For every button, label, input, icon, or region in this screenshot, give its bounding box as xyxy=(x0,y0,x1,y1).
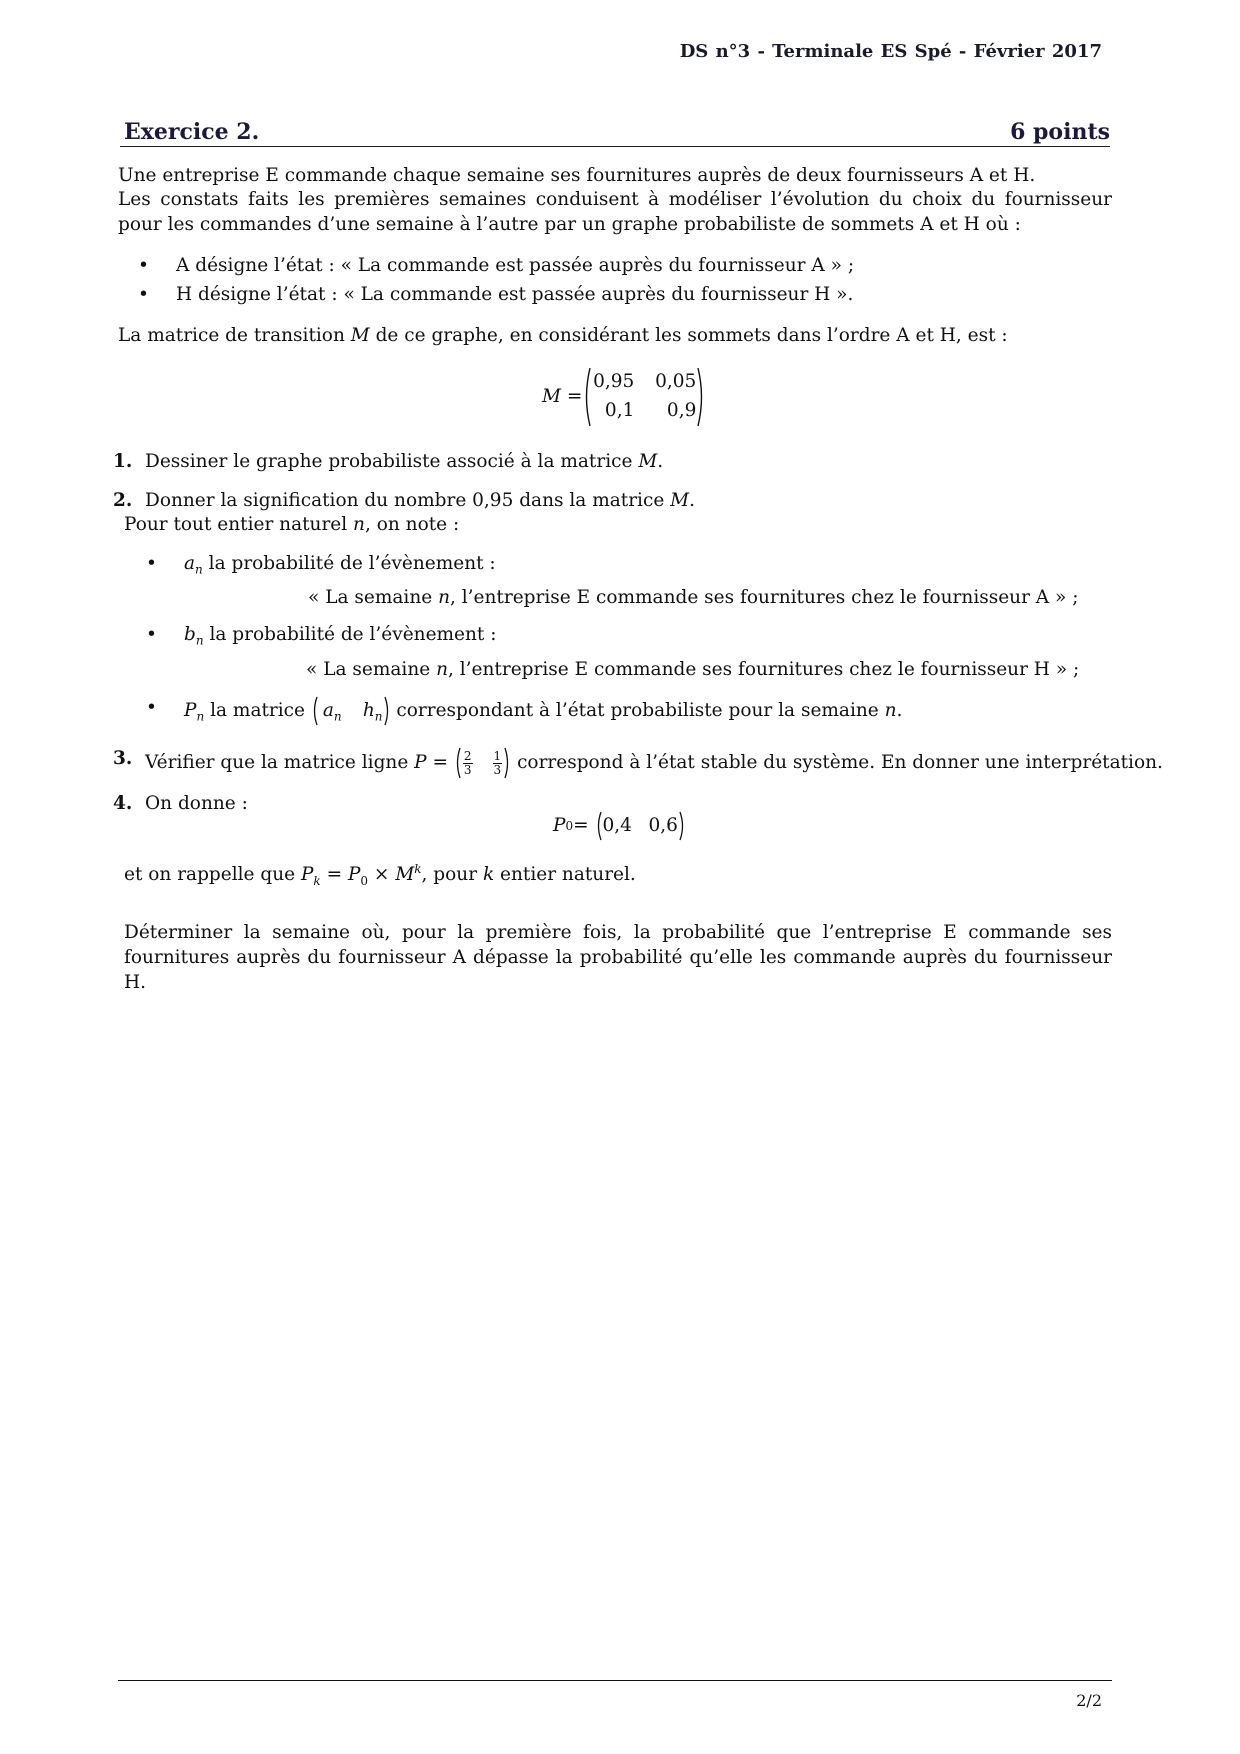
matrix-cell-11: 0,95 xyxy=(593,371,635,393)
state-h-item xyxy=(138,283,1076,308)
exercise-title: Exercice 2. xyxy=(124,119,260,145)
question-number: 2. xyxy=(113,490,133,511)
intro-line-1: Une entreprise E commande chaque semaine ses fournitures auprès de deux fournisseurs A et H. xyxy=(118,165,1036,186)
intro-line-2: Les constats faits les premières semaines conduisent à modéliser l’évolution du choix du fournisseur pour les commandes d’une semaine à l’autre par un graphe probabiliste de sommets A et H où : xyxy=(118,189,1112,235)
fraction-two-thirds: $\frac{2}{3}$ xyxy=(463,748,472,777)
footer-divider xyxy=(118,1680,1112,1681)
matrix-cell-22: 0,9 xyxy=(666,400,697,421)
p0-value-2: 0,6 xyxy=(648,814,678,836)
state-a-item xyxy=(138,254,1076,279)
question-4-final: Déterminer la semaine où, pour la première fois, la probabilité que l’entreprise E commande ses fournitures auprès du fournisseur A dépasse la probabilité qu’elle les commande auprès du fournisseur H. xyxy=(124,922,1112,993)
fraction-one-third: $\frac{1}{3}$ xyxy=(493,748,502,777)
question-number: 1. xyxy=(113,451,133,472)
bullet-icon: • xyxy=(146,553,157,574)
matrix-lhs: M = xyxy=(542,385,583,407)
an-event: « La semaine n, l’entreprise E commande ses fournitures chez le fournisseur A » ; xyxy=(308,587,1079,608)
an-item: • $a_n$ la probabilité de l’évènement : xyxy=(146,553,496,577)
question-number: 3. xyxy=(113,748,133,769)
matrix-cell-12: 0,05 xyxy=(655,371,697,393)
matrix-body xyxy=(592,370,696,424)
transition-matrix xyxy=(542,366,706,428)
bullet-icon: • xyxy=(138,284,149,305)
bn-item: • $b_n$ la probabilité de l’évènement : xyxy=(146,624,497,648)
p0-definition: P 0 = 0,4 0,6 xyxy=(553,811,686,841)
bn-event: « La semaine n, l’entreprise E commande ses fournitures chez le fournisseur H » ; xyxy=(306,659,1080,680)
bullet-icon: • xyxy=(138,255,149,276)
right-paren-icon xyxy=(383,696,391,726)
page-number: 2/2 xyxy=(1076,1691,1102,1710)
left-paren-icon xyxy=(582,366,592,428)
question-2-note: Pour tout entier naturel n, on note : xyxy=(124,514,460,535)
p0-value-1: 0,4 xyxy=(602,814,632,836)
page-header: DS n°3 - Terminale ES Spé - Février 2017 xyxy=(679,41,1102,62)
state-h-text: H désigne l’état : « La commande est passée auprès du fournisseur H ». xyxy=(176,284,854,305)
left-paren-icon xyxy=(311,696,319,726)
right-paren-icon xyxy=(678,811,686,841)
right-paren-icon xyxy=(696,366,706,428)
left-paren-icon xyxy=(595,811,603,841)
bullet-icon: • xyxy=(146,697,157,718)
question-number: 4. xyxy=(113,793,133,814)
recall-formula: et on rappelle que $P_k = P_0 \times M^k$, pour k entier naturel. xyxy=(124,862,636,888)
left-paren-icon xyxy=(454,747,462,779)
matrix-cell-21: 0,1 xyxy=(604,400,635,421)
state-a-text: A désigne l’état : « La commande est passée auprès du fournisseur A » ; xyxy=(176,255,855,276)
exercise-heading xyxy=(120,118,1110,147)
bullet-icon: • xyxy=(146,624,157,645)
right-paren-icon xyxy=(503,747,511,779)
transition-sentence: La matrice de transition M de ce graphe, en considérant les sommets dans l’ordre A et H, est : xyxy=(118,325,1008,346)
exercise-points: 6 points xyxy=(1010,119,1110,145)
pn-item: • $P_n$ la matrice $a_n$ $h_n$ correspondant à l’état probabiliste pour la semaine n. xyxy=(184,696,1084,726)
